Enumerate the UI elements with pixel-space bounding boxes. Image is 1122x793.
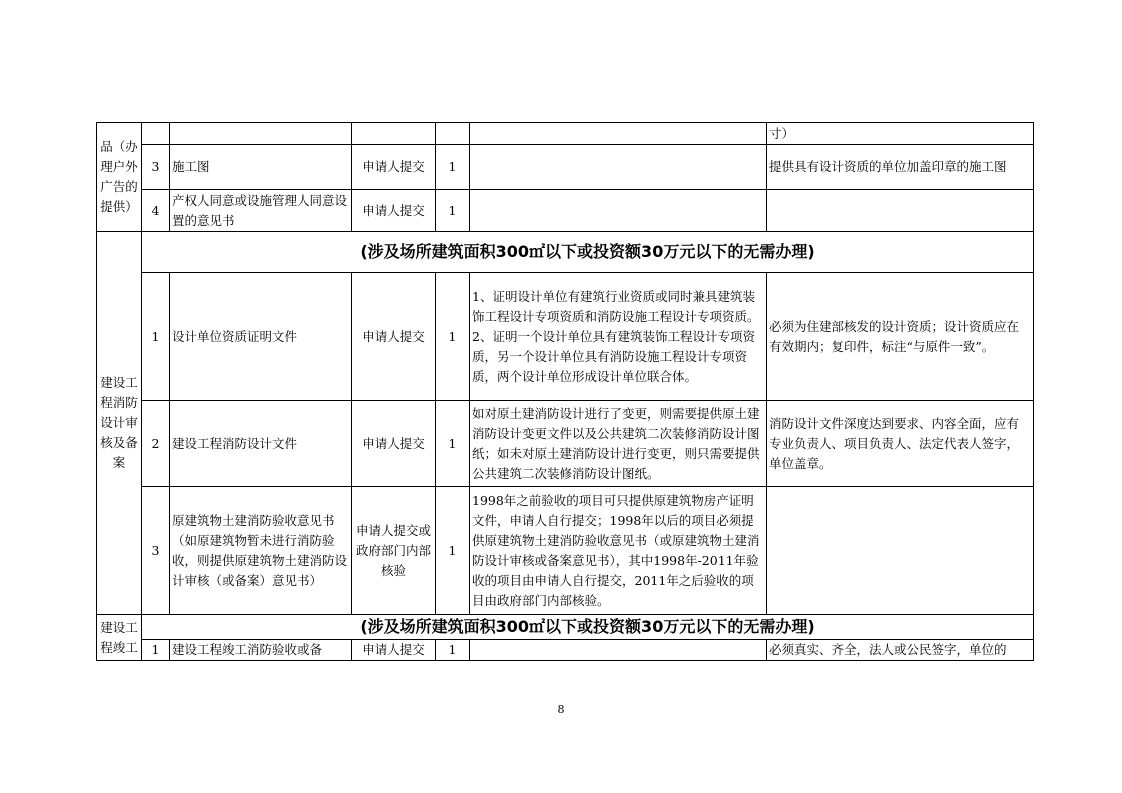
material-note: 必须为住建部核发的设计资质；设计资质应在有效期内；复印件，标注“与原件一致”。 <box>767 273 1034 401</box>
material-name: 原建筑物土建消防验收意见书（如原建筑物暂未进行消防验收，则提供原建筑物土建消防设计审核（或备案）意见书） <box>170 487 352 615</box>
material-description <box>470 640 767 661</box>
row-number: 2 <box>142 401 170 487</box>
material-name: 施工图 <box>170 145 352 190</box>
category-cell: 建设工程竣工 <box>97 615 142 661</box>
row-number: 3 <box>142 487 170 615</box>
table-row <box>97 145 1034 190</box>
page-number: 8 <box>557 703 565 716</box>
category-cell: 建设工程消防设计审核及备案 <box>97 232 142 615</box>
section-header: (涉及场所建筑面积300㎡以下或投资额30万元以下的无需办理) <box>142 615 1034 640</box>
section-header: (涉及场所建筑面积300㎡以下或投资额30万元以下的无需办理) <box>142 232 1034 273</box>
document-table <box>96 122 1034 661</box>
table-row <box>97 640 1034 661</box>
material-note: 寸） <box>767 123 1034 145</box>
material-note <box>767 190 1034 232</box>
material-copies: 1 <box>436 273 470 401</box>
material-source <box>352 123 436 145</box>
material-copies: 1 <box>436 145 470 190</box>
material-copies: 1 <box>436 190 470 232</box>
table-row <box>97 615 1034 640</box>
material-source: 申请人提交 <box>352 190 436 232</box>
material-source: 申请人提交 <box>352 273 436 401</box>
category-cell: 品（办理户外广告的提供） <box>97 123 142 232</box>
material-name: 建设工程消防设计文件 <box>170 401 352 487</box>
material-description: 1、证明设计单位有建筑行业资质或同时兼具建筑装饰工程设计专项资质和消防设施工程设计专项资质。2、证明一个设计单位具有建筑装饰工程设计专项资质，另一个设计单位具有消防设施工程设计专项资质，两个设计单位形成设计单位联合体。 <box>470 273 767 401</box>
material-source: 申请人提交 <box>352 401 436 487</box>
material-name: 建设工程竣工消防验收或备 <box>170 640 352 661</box>
material-name <box>170 123 352 145</box>
material-description <box>470 190 767 232</box>
material-source: 申请人提交 <box>352 145 436 190</box>
material-source: 申请人提交 <box>352 640 436 661</box>
material-name: 产权人同意或设施管理人同意设置的意见书 <box>170 190 352 232</box>
table-row <box>97 190 1034 232</box>
material-note: 消防设计文件深度达到要求、内容全面，应有专业负责人、项目负责人、法定代表人签字，单位盖章。 <box>767 401 1034 487</box>
table-row <box>97 123 1034 145</box>
material-note: 提供具有设计资质的单位加盖印章的施工图 <box>767 145 1034 190</box>
table-row <box>97 232 1034 273</box>
material-copies: 1 <box>436 487 470 615</box>
material-description: 如对原土建消防设计进行了变更，则需要提供原土建消防设计变更文件以及公共建筑二次装修消防设计图纸；如未对原土建消防设计进行变更，则只需要提供公共建筑二次装修消防设计图纸。 <box>470 401 767 487</box>
material-description: 1998年之前验收的项目可只提供原建筑物房产证明文件，申请人自行提交；1998年以后的项目必须提供原建筑物土建消防验收意见书（或原建筑物土建消防设计审核或备案意见书），其中1998年-2011年验收的项目由申请人自行提交，2011年之后验收的项目由政府部门内部核验。 <box>470 487 767 615</box>
row-number: 4 <box>142 190 170 232</box>
row-number: 3 <box>142 145 170 190</box>
material-copies <box>436 123 470 145</box>
material-source: 申请人提交或政府部门内部核验 <box>352 487 436 615</box>
material-note: 必须真实、齐全，法人或公民签字，单位的 <box>767 640 1034 661</box>
row-number <box>142 123 170 145</box>
material-note <box>767 487 1034 615</box>
table-row <box>97 487 1034 615</box>
material-copies: 1 <box>436 401 470 487</box>
material-description <box>470 145 767 190</box>
material-description <box>470 123 767 145</box>
row-number: 1 <box>142 273 170 401</box>
table-row <box>97 273 1034 401</box>
table-row <box>97 401 1034 487</box>
material-name: 设计单位资质证明文件 <box>170 273 352 401</box>
row-number: 1 <box>142 640 170 661</box>
material-copies: 1 <box>436 640 470 661</box>
